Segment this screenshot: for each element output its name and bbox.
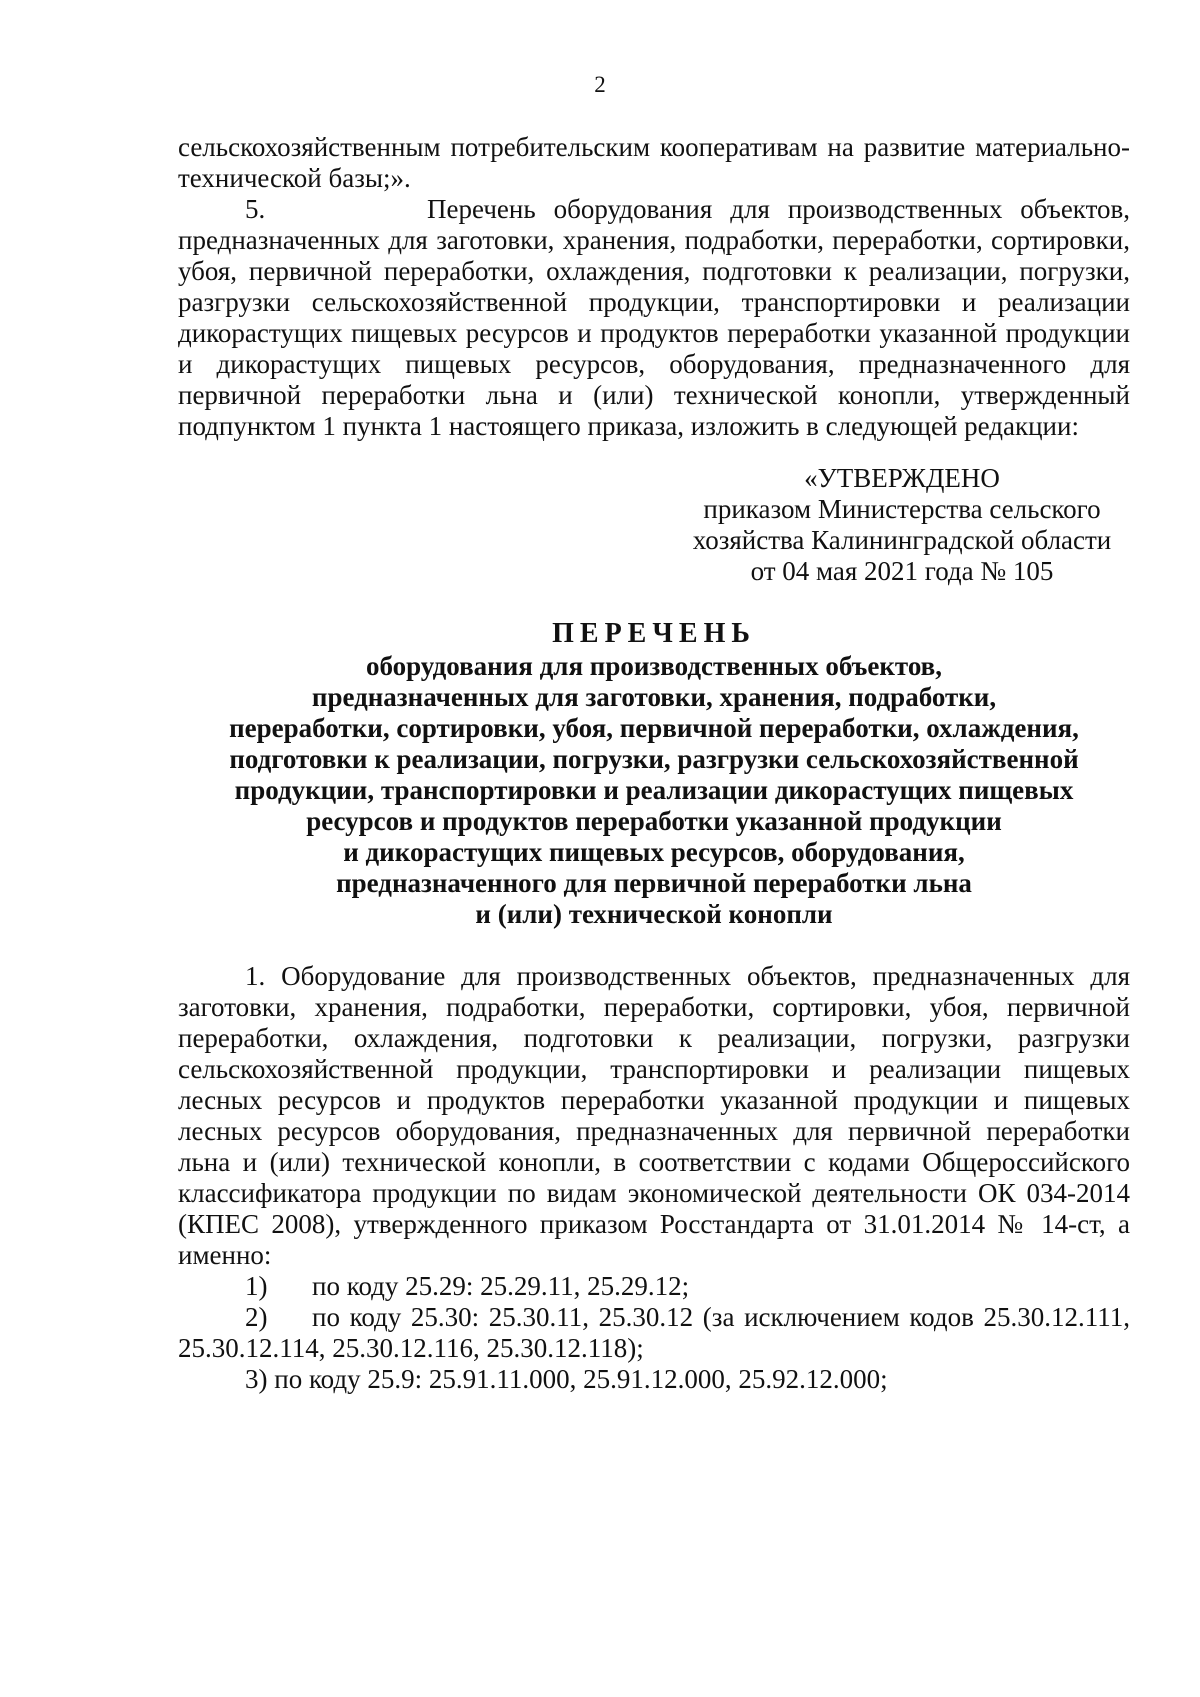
document-title: ПЕРЕЧЕНЬ xyxy=(552,618,756,649)
paragraph-item-5 xyxy=(178,194,1130,442)
approval-line-1: «УТВЕРЖДЕНО xyxy=(804,463,1000,493)
paragraph-number: 5. xyxy=(245,194,266,224)
paragraph-text: Перечень оборудования для производственных объектов, предназначенных для заготовки, хранения, подработки, переработки, сортировки, убоя, первичной переработки, охлаждения, подготовки к реализации, погрузки, разгрузки сельскохозяйственной продукции, транспортировки и реализации дикорастущих пищевых ресурсов и продуктов переработки указанной продукции и дикорастущих пищевых ресурсов, оборудования, предназначенного для первичной переработки льна и (или) технической конопли, утвержденный подпунктом 1 пункта 1 настоящего приказа, изложить в следующей редакции: xyxy=(178,194,1131,441)
subtitle-line: оборудования для производственных объектов, xyxy=(366,651,942,681)
document-subtitle xyxy=(178,651,1130,930)
document-body xyxy=(178,132,1130,1395)
list-item-text: по коду 25.30: 25.30.11, 25.30.12 (за исключением кодов 25.30.12.111, 25.30.12.114, 25.30.12.116, 25.30.12.118); xyxy=(178,1302,1130,1363)
approval-line-3: хозяйства Калининградской области xyxy=(692,525,1112,555)
list-item-text: по коду 25.29: 25.29.11, 25.29.12; xyxy=(312,1271,690,1301)
list-item-number: 2) xyxy=(245,1302,268,1332)
subtitle-line: продукции, транспортировки и реализации дикорастущих пищевых xyxy=(234,775,1074,805)
subtitle-line: предназначенного для первичной переработки льна xyxy=(336,868,972,898)
list-item-number: 1) xyxy=(245,1271,268,1301)
list-item-2 xyxy=(178,1302,1130,1364)
subtitle-line: и дикорастущих пищевых ресурсов, оборудования, xyxy=(343,837,965,867)
section-1-text: 1. Оборудование для производственных объектов, предназначенных для заготовки, хранения, подработки, переработки, сортировки, убоя, первичной переработки, охлаждения, подготовки к реализации, погрузки, разгрузки сельскохозяйственной продукции, транспортировки и реализации пищевых лесных ресурсов и продуктов переработки указанной продукции и пищевых лесных ресурсов оборудования, предназначенных для первичной переработки льна и (или) технической конопли, в соответствии с кодами Общероссийского классификатора продукции по видам экономической деятельности ОК 034-2014 (КПЕС 2008), утвержденного приказом Росстандарта от 31.01.2014 № 14-ст, а именно: xyxy=(178,961,1130,1270)
subtitle-line: предназначенных для заготовки, хранения, подработки, xyxy=(311,682,997,712)
subtitle-line: и (или) технической конопли xyxy=(475,899,833,929)
list-item-1 xyxy=(178,1271,1130,1302)
approval-line-4: от 04 мая 2021 года № 105 xyxy=(750,556,1054,586)
paragraph-continuation: сельскохозяйственным потребительским кооперативам на развитие материально-технической базы;». xyxy=(178,132,1130,193)
list-item-3 xyxy=(178,1364,1130,1395)
approval-line-2: приказом Министерства сельского xyxy=(703,494,1101,524)
page-number: 2 xyxy=(594,72,606,97)
subtitle-line: подготовки к реализации, погрузки, разгрузки сельскохозяйственной xyxy=(229,744,1079,774)
approval-block xyxy=(178,463,1130,587)
list-item-text: 3) по коду 25.9: 25.91.11.000, 25.91.12.000, 25.92.12.000; xyxy=(245,1364,888,1394)
subtitle-line: переработки, сортировки, убоя, первичной переработки, охлаждения, xyxy=(229,713,1079,743)
subtitle-line: ресурсов и продуктов переработки указанной продукции xyxy=(306,806,1002,836)
section-1 xyxy=(178,961,1130,1395)
